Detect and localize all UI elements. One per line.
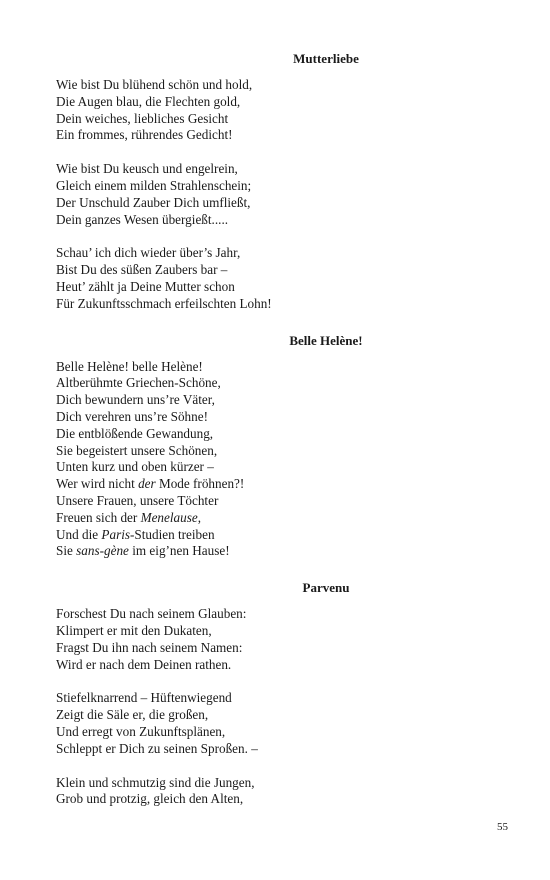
verse-line: Heut’ zählt ja Deine Mutter schon <box>56 278 235 294</box>
poem-title: Belle Helène! <box>289 332 363 348</box>
verse-line: Der Unschuld Zauber Dich umfließt, <box>56 194 251 210</box>
verse-line: Klimpert er mit den Dukaten, <box>56 622 212 638</box>
verse-line: Wie bist Du blühend schön und hold, <box>56 77 253 92</box>
verse-line: Stiefelknarrend – Hüftenwiegend <box>56 690 232 706</box>
verse-line: Unten kurz und oben kürzer – <box>56 459 214 475</box>
verse-line: Klein und schmutzig sind die Jungen, <box>56 774 255 790</box>
verse-line: Wie bist Du keusch und engelrein, <box>56 161 238 177</box>
stanza <box>56 77 506 144</box>
verse-line: Dich verehren uns’re Söhne! <box>56 408 208 424</box>
verse-line: Sie begeistert unsere Schönen, <box>56 442 218 458</box>
stanza <box>56 690 506 757</box>
stanza <box>56 775 506 809</box>
verse-line: Schau’ ich dich wieder über’s Jahr, <box>56 245 241 261</box>
poem-title: Parvenu <box>302 580 350 596</box>
verse-line: Belle Helène! belle Helène! <box>56 358 203 374</box>
verse-line: Wird er nach dem Deinen rathen. <box>56 656 232 672</box>
stanza <box>56 359 506 561</box>
verse-line: Unsere Frauen, unsere Töchter <box>56 492 219 508</box>
verse-line: Wer wird nicht der Mode fröhnen?! <box>56 476 245 492</box>
verse-line: Und erregt von Zukunftsplänen, <box>56 723 226 739</box>
poem <box>56 48 506 313</box>
page-number: 55 <box>497 821 508 833</box>
verse-line: Freuen sich der Menelause, <box>56 509 202 525</box>
poem <box>56 330 506 561</box>
verse-line: Die Augen blau, die Flechten gold, <box>56 93 241 109</box>
verse-line: Die entblößende Gewandung, <box>56 425 214 441</box>
stanza <box>56 245 506 312</box>
verse-line: Dein weiches, liebliches Gesicht <box>56 110 229 126</box>
stanza <box>56 161 506 228</box>
verse-line: Schleppt er Dich zu seinen Sproßen. – <box>56 740 258 756</box>
verse-line: Grob und protzig, gleich den Alten, <box>56 791 244 807</box>
verse-line: Für Zukunftsschmach erfeilschten Lohn! <box>56 295 272 311</box>
verse-line: Fragst Du ihn nach seinem Namen: <box>56 639 243 655</box>
verse-line: Forschest Du nach seinem Glauben: <box>56 606 247 622</box>
verse-line: Altberühmte Griechen-Schöne, <box>56 375 221 391</box>
stanza <box>56 606 506 673</box>
page-body <box>56 48 506 825</box>
verse-line: Dich bewundern uns’re Väter, <box>56 392 215 408</box>
verse-line: Und die Paris-Studien treiben <box>56 526 215 542</box>
verse-line: Ein frommes, rührendes Gedicht! <box>56 127 233 143</box>
poem-title: Mutterliebe <box>293 51 359 66</box>
verse-line: Bist Du des süßen Zaubers bar – <box>56 262 228 278</box>
verse-line: Zeigt die Säle er, die großen, <box>56 707 209 723</box>
verse-line: Sie sans-gène im eig’nen Hause! <box>56 543 230 559</box>
verse-line: Gleich einem milden Strahlenschein; <box>56 177 252 193</box>
poem <box>56 577 506 808</box>
verse-line: Dein ganzes Wesen übergießt..... <box>56 211 229 227</box>
